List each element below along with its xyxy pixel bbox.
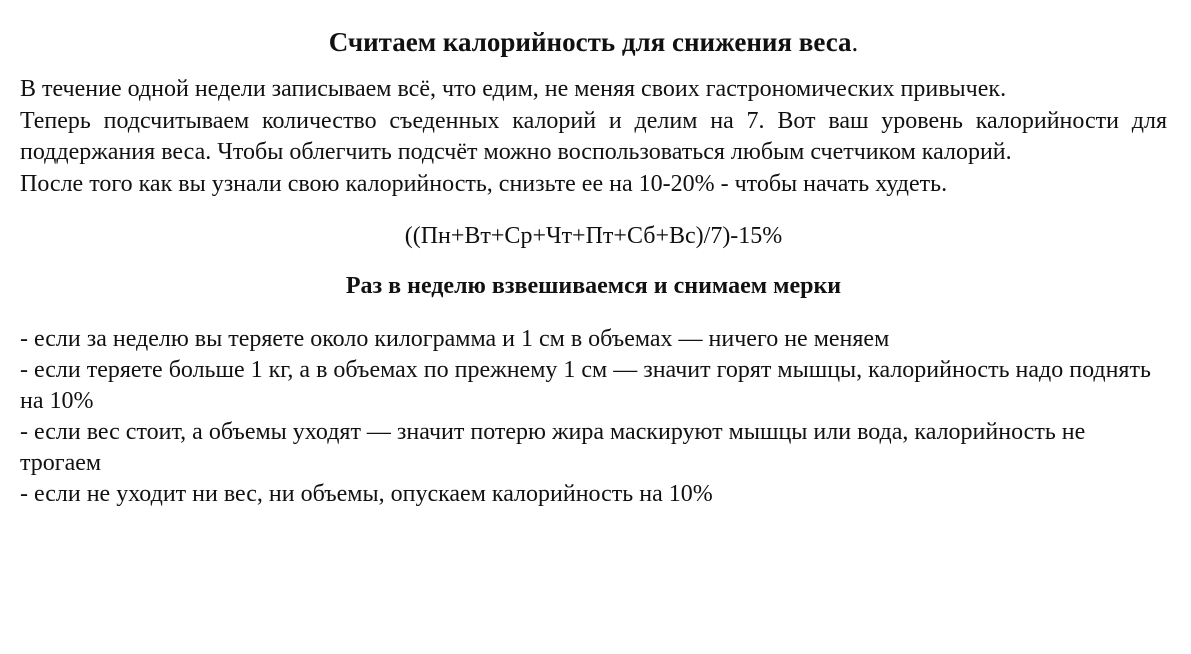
document-title — [20, 22, 1167, 62]
intro-paragraph-1: В течение одной недели записываем всё, что едим, не меняя своих гастрономических привычек. — [20, 76, 1007, 102]
title-period: . — [851, 27, 859, 57]
rule-item-4: - если не уходит ни вес, ни объемы, опускаем калорийность на 10% — [20, 481, 713, 507]
intro-section — [20, 74, 1167, 200]
intro-paragraph-3: После того как вы узнали свою калорийность, снизьте ее на 10-20% - чтобы начать худеть. — [20, 170, 948, 197]
title-text: Считаем калорийность для снижения веса — [328, 27, 852, 57]
calorie-formula: ((Пн+Вт+Ср+Чт+Пт+Сб+Вс)/7)-15% — [404, 223, 783, 249]
section-subtitle: Раз в неделю взвешиваемся и снимаем мерки — [345, 273, 842, 299]
intro-paragraph-2: Теперь подсчитываем количество съеденных калорий и делим на 7. Вот ваш уровень калорийности для поддержания веса. Чтобы облегчить подсчёт можно воспользоваться любым счетчиком калорий. — [20, 107, 1167, 165]
rule-item-1: - если за неделю вы теряете около килограмма и 1 см в объемах — ничего не меняем — [20, 326, 890, 352]
rule-item-3: - если вес стоит, а объемы уходят — значит потерю жира маскируют мышцы или вода, калорийность не трогаем — [20, 419, 1086, 476]
rules-list — [20, 324, 1167, 510]
rule-item-2: - если теряете больше 1 кг, а в объемах по прежнему 1 см — значит горят мышцы, калорийность надо поднять на 10% — [20, 357, 1151, 414]
